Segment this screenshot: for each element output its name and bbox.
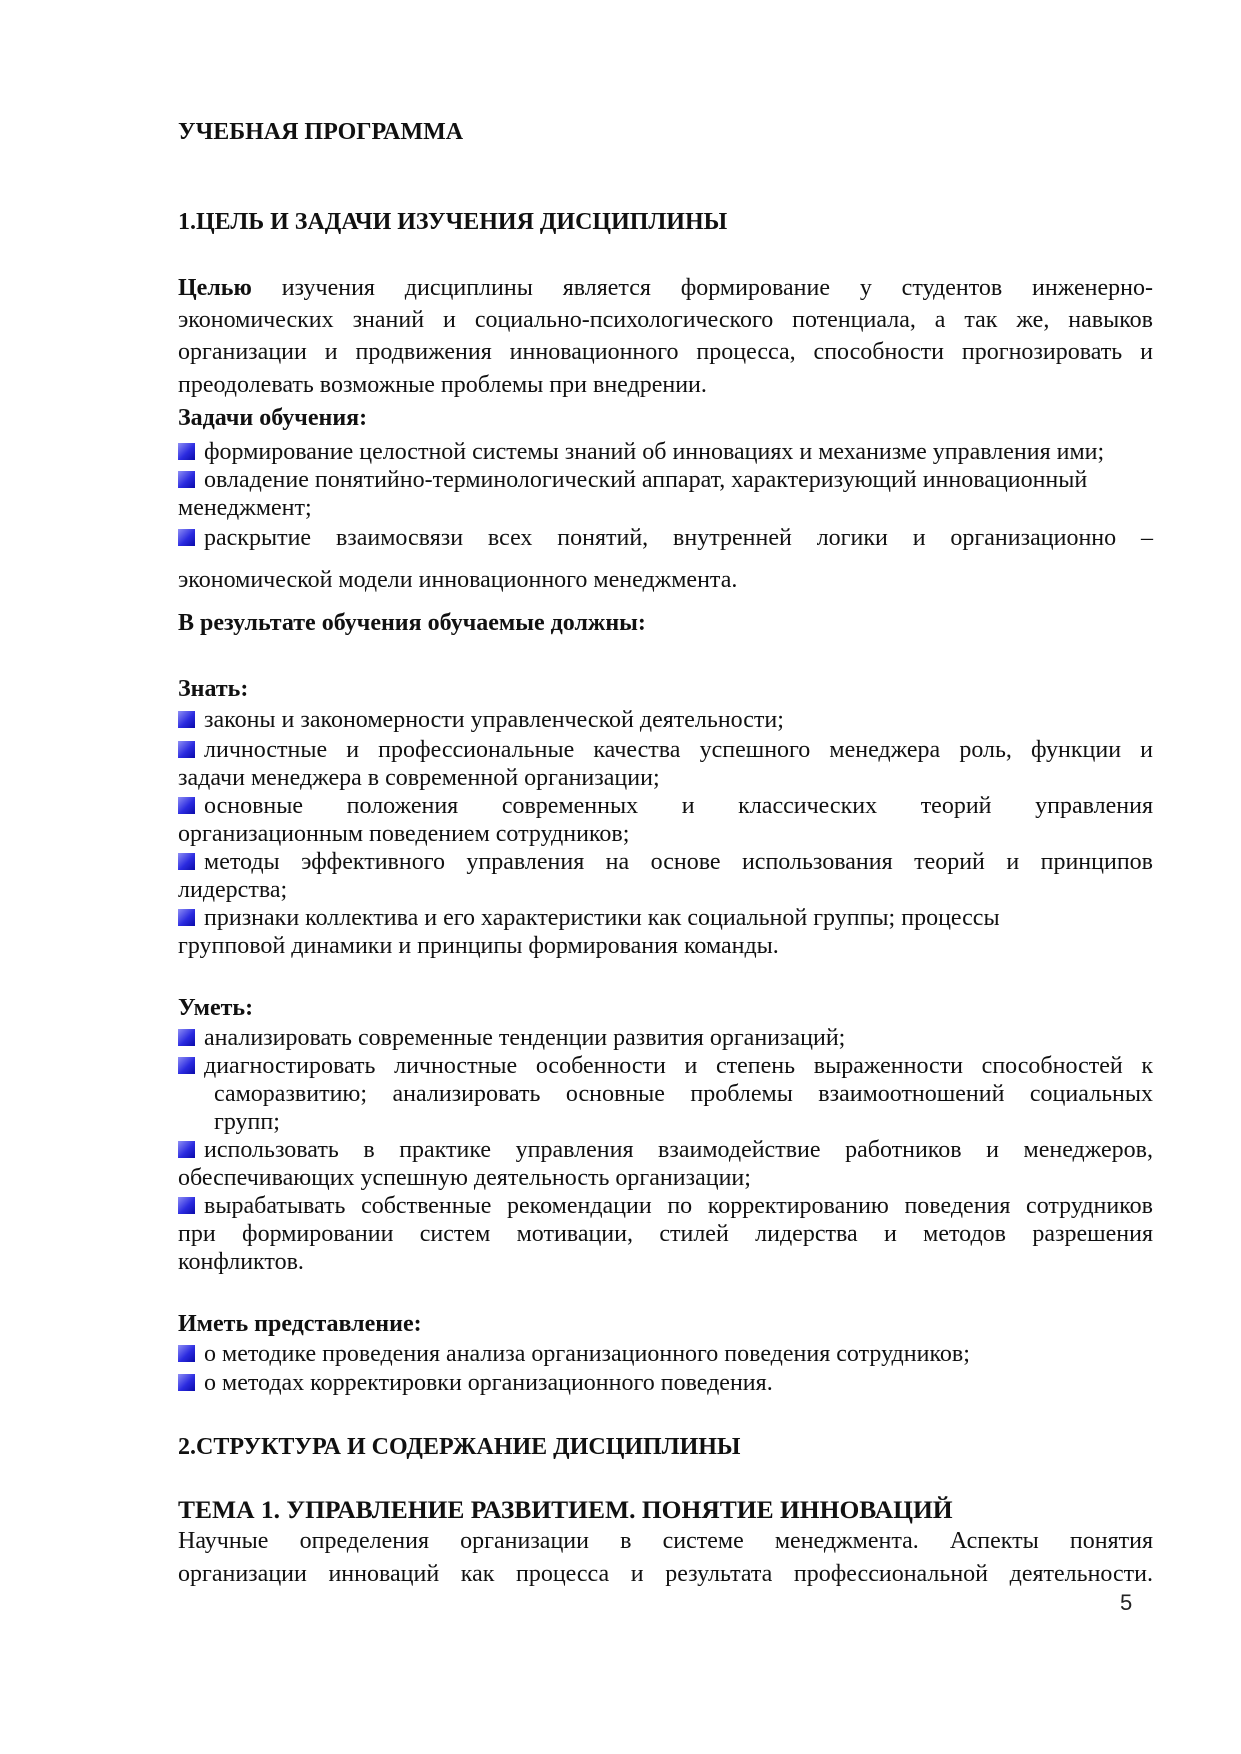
topic-1-text-line-1: Научные определения организации в системе менеджмента. Аспекты понятия — [178, 1528, 1153, 1554]
square-bullet-icon — [178, 443, 195, 460]
section-2-heading: 2.СТРУКТУРА И СОДЕРЖАНИЕ ДИСЦИПЛИНЫ — [178, 1434, 741, 1460]
idea-heading: Иметь представление: — [178, 1311, 422, 1337]
can-item-4: вырабатывать собственные рекомендации по корректированию поведения сотрудников — [178, 1192, 1153, 1221]
square-bullet-icon — [178, 909, 195, 926]
square-bullet-icon — [178, 797, 195, 814]
idea-item-1: о методике проведения анализа организационного поведения сотрудников; — [178, 1340, 1153, 1369]
can-item-2-cont-2: групп; — [214, 1109, 280, 1135]
section-1-heading: 1.ЦЕЛЬ И ЗАДАЧИ ИЗУЧЕНИЯ ДИСЦИПЛИНЫ — [178, 209, 728, 235]
goal-paragraph-line-4: преодолевать возможные проблемы при внедрении. — [178, 372, 707, 398]
square-bullet-icon — [178, 471, 195, 488]
can-item-3: использовать в практике управления взаимодействие работников и менеджеров, — [178, 1136, 1153, 1165]
can-item-4-cont-2: конфликтов. — [178, 1249, 304, 1275]
can-item-2-cont-1: саморазвитию; анализировать основные проблемы взаимоотношений социальных — [214, 1081, 1153, 1107]
square-bullet-icon — [178, 1345, 195, 1362]
goal-line-1-rest: изучения дисциплины является формирование у студентов инженерно- — [281, 275, 1153, 301]
page-number: 5 — [1120, 1590, 1133, 1615]
square-bullet-icon — [178, 1374, 195, 1391]
know-item-5: признаки коллектива и его характеристики как социальной группы; процессы — [178, 904, 1153, 933]
square-bullet-icon — [178, 1057, 195, 1074]
square-bullet-icon — [178, 711, 195, 728]
know-item-4-cont: лидерства; — [178, 877, 288, 903]
result-heading: В результате обучения обучаемые должны: — [178, 610, 646, 636]
task-item-2-cont: менеджмент; — [178, 495, 312, 521]
can-item-3-cont: обеспечивающих успешную деятельность организации; — [178, 1165, 751, 1191]
task-item-1: формирование целостной системы знаний об инновациях и механизме управления ими; — [178, 438, 1153, 467]
idea-item-2: о методах корректировки организационного поведения. — [178, 1369, 1153, 1398]
goal-paragraph-line-1 — [178, 274, 1153, 303]
can-item-2: диагностировать личностные особенности и степень выраженности способностей к — [178, 1052, 1153, 1081]
know-item-2: личностные и профессиональные качества успешного менеджера роль, функции и — [178, 736, 1153, 765]
can-item-1: анализировать современные тенденции развития организаций; — [178, 1024, 1153, 1053]
know-item-5-cont: групповой динамики и принципы формирования команды. — [178, 933, 779, 959]
goal-paragraph-line-2: экономических знаний и социально-психологического потенциала, а так же, навыков — [178, 307, 1153, 333]
tasks-heading: Задачи обучения: — [178, 405, 368, 431]
square-bullet-icon — [178, 1197, 195, 1214]
can-heading: Уметь: — [178, 995, 254, 1021]
know-item-4: методы эффективного управления на основе использования теорий и принципов — [178, 848, 1153, 877]
know-item-2-cont: задачи менеджера в современной организации; — [178, 765, 660, 791]
square-bullet-icon — [178, 1029, 195, 1046]
square-bullet-icon — [178, 529, 195, 546]
topic-1-heading: ТЕМА 1. УПРАВЛЕНИЕ РАЗВИТИЕМ. ПОНЯТИЕ ИННОВАЦИЙ — [178, 1495, 953, 1524]
know-item-1: законы и закономерности управленческой деятельности; — [178, 706, 1153, 735]
know-item-3-cont: организационным поведением сотрудников; — [178, 821, 630, 847]
goal-word: Целью — [178, 275, 252, 301]
square-bullet-icon — [178, 853, 195, 870]
document-title: УЧЕБНАЯ ПРОГРАММА — [178, 119, 464, 145]
task-item-3: раскрытие взаимосвязи всех понятий, внутренней логики и организационно – — [178, 524, 1153, 553]
square-bullet-icon — [178, 741, 195, 758]
know-item-3: основные положения современных и классических теорий управления — [178, 792, 1153, 821]
goal-paragraph-line-3: организации и продвижения инновационного процесса, способности прогнозировать и — [178, 339, 1153, 365]
task-item-3-cont: экономической модели инновационного менеджмента. — [178, 567, 738, 593]
square-bullet-icon — [178, 1141, 195, 1158]
can-item-4-cont-1: при формировании систем мотивации, стилей лидерства и методов разрешения — [178, 1221, 1153, 1247]
task-item-2: овладение понятийно-терминологический аппарат, характеризующий инновационный — [178, 466, 1153, 495]
know-heading: Знать: — [178, 676, 249, 702]
topic-1-text-line-2: организации инноваций как процесса и результата профессиональной деятельности. — [178, 1561, 1153, 1587]
